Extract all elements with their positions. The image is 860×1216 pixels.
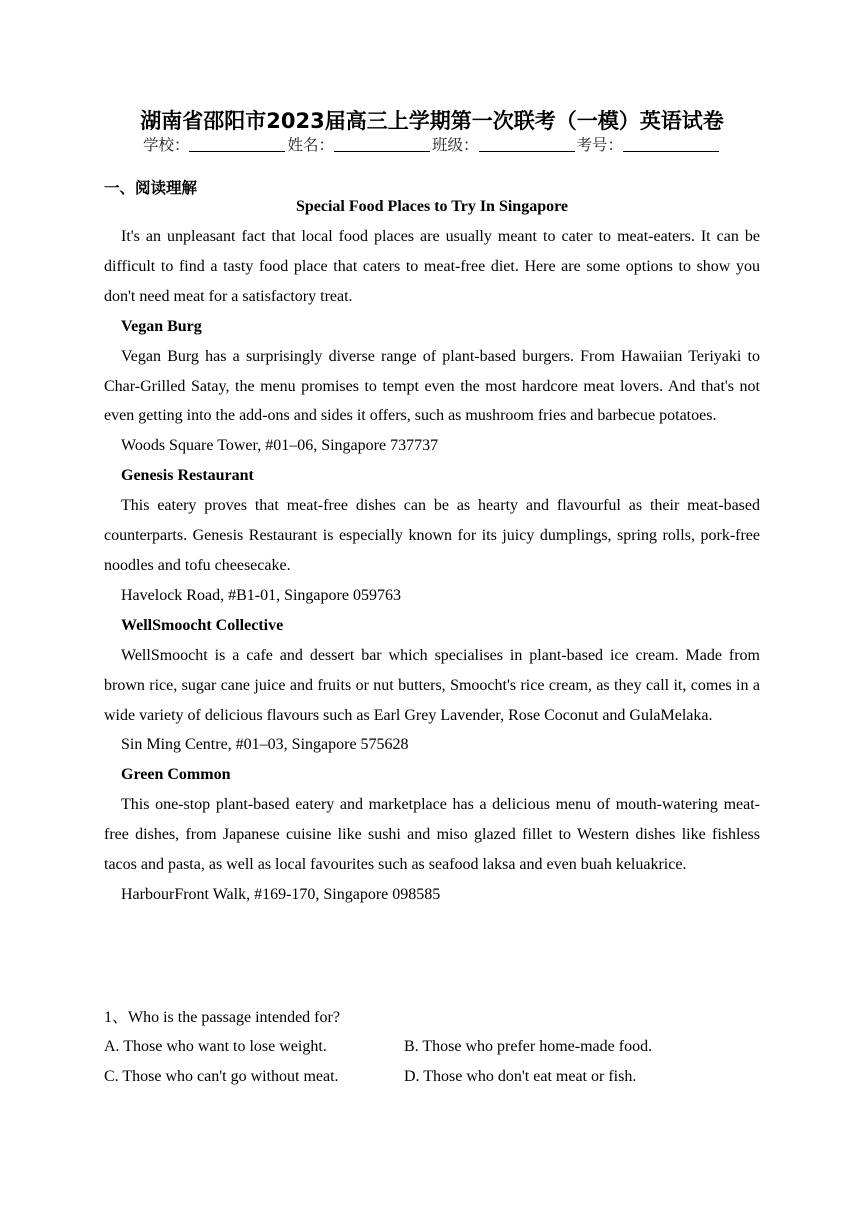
place-address: Havelock Road, #B1-01, Singapore 059763 [121, 586, 401, 604]
passage-body [104, 222, 760, 910]
place-address: Woods Square Tower, #01–06, Singapore 737737 [121, 437, 439, 455]
class-blank[interactable] [479, 137, 575, 152]
school-label: 学校： [142, 136, 190, 154]
exam-number-label: 考号： [576, 136, 624, 154]
exam-number-blank[interactable] [623, 137, 719, 152]
passage-title: Special Food Places to Try In Singapore [295, 198, 568, 215]
option-a[interactable]: A. Those who want to lose weight. [104, 1038, 327, 1055]
place-address: Sin Ming Centre, #01–03, Singapore 575628 [121, 736, 409, 754]
exam-title: 湖南省邵阳市2023届高三上学期第一次联考（一模）英语试卷 [140, 109, 724, 133]
place-name: Green Common [121, 766, 231, 784]
student-info-line [104, 133, 760, 155]
place-description: Vegan Burg has a surprisingly diverse range of plant-based burgers. From Hawaiian Teriyaki to Char-Grilled Satay, the menu promises to tempt even the most hardcore meat lovers. And that's not even getting into the add-ons and sides it offers, such as mushroom fries and barbecue potatoes. [104, 347, 760, 425]
place-name: WellSmoocht Collective [121, 616, 284, 634]
place-name: Vegan Burg [121, 317, 202, 335]
place-description: This one-stop plant-based eatery and marketplace has a delicious menu of mouth-watering meat-free dishes, from Japanese cuisine like sushi and miso glazed fillet to Western dishes like fishless tacos and pasta, as well as local favourites such as seafood laksa and even buah keluakrice. [104, 796, 760, 874]
question-stem: 1、Who is the passage intended for? [104, 1009, 340, 1026]
option-c[interactable]: C. Those who can't go without meat. [104, 1068, 339, 1085]
option-b[interactable]: B. Those who prefer home-made food. [404, 1038, 653, 1055]
name-blank[interactable] [334, 137, 430, 152]
place-address: HarbourFront Walk, #169-170, Singapore 098585 [121, 885, 441, 903]
place-description: WellSmoocht is a cafe and dessert bar which specialises in plant-based ice cream. Made from brown rice, sugar cane juice and fruits or nut butters, Smoocht's rice cream, as they call it, comes in a wide variety of delicious flavours such as Earl Grey Lavender, Rose Coconut and GulaMelaka. [104, 646, 760, 724]
name-label: 姓名： [287, 136, 334, 154]
place-description: This eatery proves that meat-free dishes can be as hearty and flavourful as their meat-based counterparts. Genesis Restaurant is especially known for its juicy dumplings, spring rolls, pork-free noodles and tofu cheesecake. [104, 497, 760, 574]
class-label: 班级： [432, 136, 479, 154]
school-blank[interactable] [189, 137, 285, 152]
option-d[interactable]: D. Those who don't eat meat or fish. [404, 1068, 637, 1085]
place-name: Genesis Restaurant [121, 467, 254, 485]
section-heading: 一、阅读理解 [104, 179, 198, 197]
passage-intro: It's an unpleasant fact that local food places are usually meant to cater to meat-eaters. It can be difficult to find a tasty food place that caters to meat-free diet. Here are some options to show you don't need meat for a satisfactory treat. [104, 228, 760, 305]
